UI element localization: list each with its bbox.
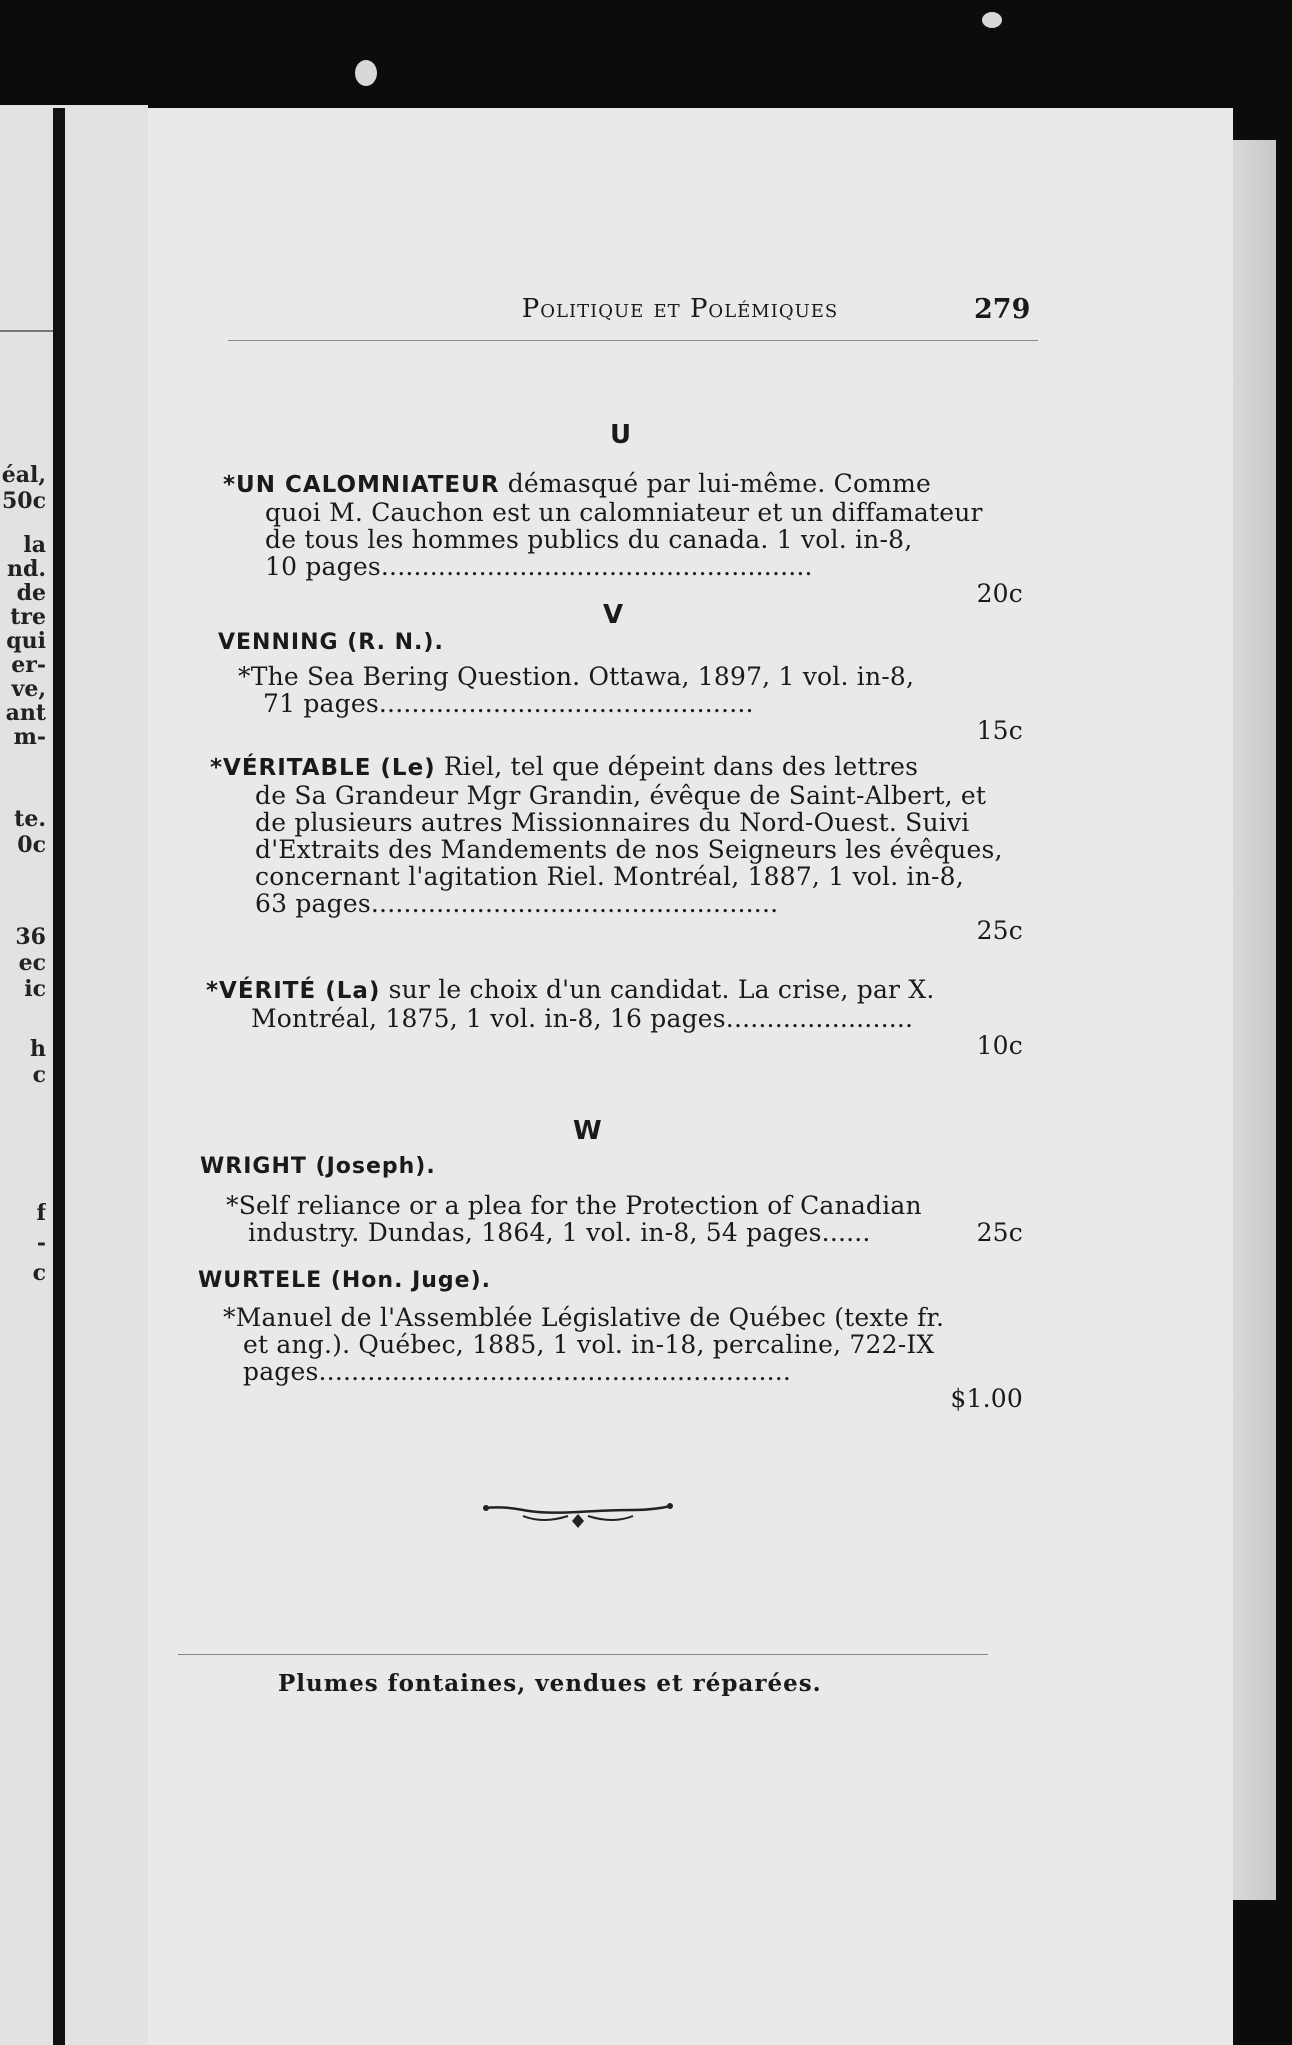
book-page <box>148 108 1233 2045</box>
dust-speck <box>355 60 377 86</box>
entry-text: Riel, tel que dépeint dans des lettres <box>443 752 919 781</box>
ornament-flourish-icon <box>483 1490 673 1530</box>
facing-page-rule <box>0 330 55 332</box>
catalog-entry-self-reliance <box>226 1192 1023 1246</box>
entry-line: de tous les hommes publics du canada. 1 vol. in-8, <box>265 525 913 554</box>
header-rule <box>228 340 1038 341</box>
entry-line: 63 pages.................................................. <box>255 889 779 918</box>
catalog-entry-sea-bering <box>238 663 1023 744</box>
section-letter-w: W <box>573 1116 602 1146</box>
running-header: Politique et Polémiques <box>521 294 839 324</box>
facing-page-text: nd. <box>6 557 46 582</box>
facing-page-text: qui <box>6 629 46 654</box>
catalog-entry-veritable <box>210 753 1023 944</box>
entry-line <box>210 753 1023 782</box>
entry-price: $1.00 <box>950 1384 1023 1413</box>
facing-page-text: ic <box>24 977 46 1002</box>
author-wurtele: WURTELE (Hon. Juge). <box>198 1268 492 1293</box>
entry-heading: *VÉRITABLE (Le) <box>210 755 436 781</box>
facing-page-text: la <box>23 533 46 558</box>
entry-line: Montréal, 1875, 1 vol. in-8, 16 pages....................... <box>251 1004 914 1033</box>
entry-line: quoi M. Cauchon est un calomniateur et un diffamateur <box>265 498 983 527</box>
entry-price: 25c <box>976 1218 1023 1247</box>
catalog-entry-verite <box>206 976 1023 1059</box>
facing-page-text: ve, <box>11 677 46 702</box>
page-number: 279 <box>974 294 1031 325</box>
entry-line: concernant l'agitation Riel. Montréal, 1887, 1 vol. in-8, <box>255 862 964 891</box>
facing-page-text: 0c <box>17 833 46 858</box>
section-letter-u: U <box>610 420 632 450</box>
facing-page-text: ec <box>18 951 46 976</box>
entry-line: de Sa Grandeur Mgr Grandin, évêque de Saint-Albert, et <box>255 781 987 810</box>
entry-line: et ang.). Québec, 1885, 1 vol. in-18, percaline, 722-IX <box>243 1330 935 1359</box>
entry-price: 20c <box>976 579 1023 608</box>
entry-line: *Self reliance or a plea for the Protection of Canadian <box>226 1191 922 1220</box>
facing-page-text: m- <box>13 725 46 750</box>
catalog-entry-un-calomniateur <box>223 470 1023 607</box>
facing-page-text: tre <box>10 605 46 630</box>
facing-page-text: 50c <box>1 489 46 514</box>
author-wright: WRIGHT (Joseph). <box>200 1154 436 1179</box>
catalog-entry-manuel <box>223 1304 1023 1412</box>
facing-page-text: ant <box>5 701 46 726</box>
dust-speck <box>982 12 1002 28</box>
entry-line: 71 pages.............................................. <box>263 689 754 718</box>
entry-line: 10 pages..................................................... <box>265 552 813 581</box>
entry-line <box>223 470 1023 499</box>
facing-page-text: 36 <box>15 925 46 950</box>
facing-page-text: c <box>32 1261 46 1286</box>
entry-line: industry. Dundas, 1864, 1 vol. in-8, 54 pages...... <box>248 1218 871 1247</box>
facing-page-text: te. <box>14 807 46 832</box>
entry-price: 10c <box>976 1031 1023 1060</box>
facing-page-text: éal, <box>1 463 46 488</box>
facing-page-text: f <box>36 1201 46 1226</box>
entry-heading: *UN CALOMNIATEUR <box>223 472 500 498</box>
facing-page-text: er- <box>11 653 46 678</box>
entry-price: 15c <box>976 716 1023 745</box>
entry-line: pages.......................................................... <box>243 1357 792 1386</box>
entry-line: *Manuel de l'Assemblée Législative de Québec (texte fr. <box>223 1303 945 1332</box>
facing-page-fragment <box>0 105 148 2045</box>
facing-page-text: - <box>36 1231 46 1256</box>
entry-line: *The Sea Bering Question. Ottawa, 1897, 1 vol. in-8, <box>238 662 915 691</box>
section-letter-v: V <box>603 600 624 630</box>
facing-page-text: de <box>16 581 46 606</box>
entry-price: 25c <box>976 916 1023 945</box>
entry-text: sur le choix d'un candidat. La crise, par X. <box>388 975 935 1004</box>
facing-page-text: c <box>32 1063 46 1088</box>
entry-line <box>206 976 1023 1005</box>
entry-line: de plusieurs autres Missionnaires du Nord-Ouest. Suivi <box>255 808 970 837</box>
footer-rule <box>178 1654 988 1655</box>
book-gutter <box>53 108 65 2045</box>
entry-heading: *VÉRITÉ (La) <box>206 978 381 1004</box>
facing-page-text: h <box>30 1037 46 1062</box>
footer-advertisement: Plumes fontaines, vendues et réparées. <box>278 1670 822 1697</box>
entry-line: d'Extraits des Mandements de nos Seigneurs les évêques, <box>255 835 1003 864</box>
entry-text: démasqué par lui-même. Comme <box>507 469 931 498</box>
author-venning: VENNING (R. N.). <box>218 630 444 655</box>
